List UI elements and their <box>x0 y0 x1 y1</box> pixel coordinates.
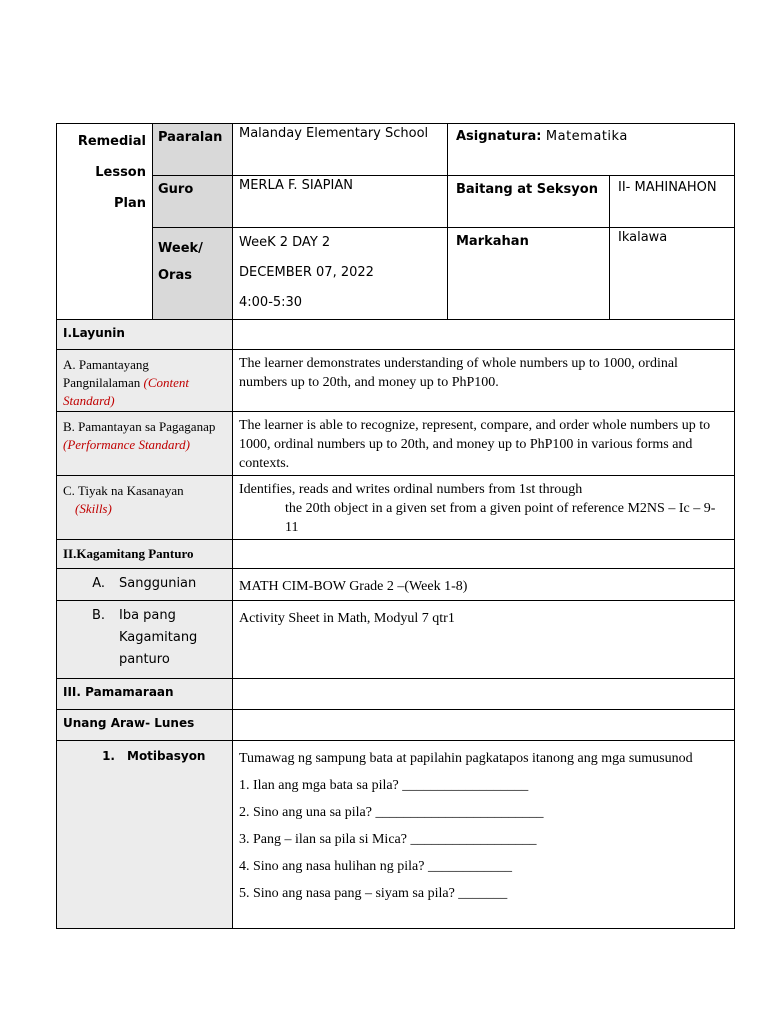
sanggunian-letter: A. <box>92 576 105 591</box>
day-heading-cell <box>57 710 233 741</box>
content-standard-text-cell <box>233 350 735 412</box>
sanggunian-label-cell <box>57 569 233 601</box>
title-line-2: Lesson <box>95 165 146 180</box>
title-line-1: Remedial <box>77 134 146 149</box>
baitang-value: II- MAHINAHON <box>618 180 717 195</box>
iba-pang-text: Activity Sheet in Math, Modyul 7 qtr1 <box>239 611 455 626</box>
sanggunian-text-cell <box>233 569 735 601</box>
day-heading: Unang Araw- Lunes <box>63 716 195 730</box>
asignatura-label: Asignatura: <box>456 129 542 144</box>
skills-label-en: (Skills) <box>75 501 112 516</box>
question-3: 3. Pang – ilan sa pila si Mica? __________________ <box>239 832 537 847</box>
layunin-empty-cell <box>233 320 735 350</box>
time-value: 4:00-5:30 <box>239 295 303 310</box>
week-label: Week/ <box>158 241 203 256</box>
oras-label: Oras <box>158 268 192 283</box>
sanggunian-label: Sanggunian <box>119 576 197 591</box>
content-standard-text: The learner demonstrates understanding of whole numbers up to 1000, ordinal numbers up to 20th, and money up to PhP100. <box>239 356 678 390</box>
question-5: 5. Sino ang nasa pang – siyam sa pila? _______ <box>239 886 508 901</box>
layunin-heading: I.Layunin <box>63 326 125 340</box>
kagamitan-empty-cell <box>233 540 735 569</box>
asignatura-cell <box>448 124 735 176</box>
skills-label-cell <box>57 476 233 540</box>
day-empty-cell <box>233 710 735 741</box>
week-value: WeeK 2 DAY 2 <box>239 235 331 250</box>
iba-pang-label-cell <box>57 601 233 679</box>
pamamaraan-empty-cell <box>233 679 735 710</box>
week-value-cell <box>233 228 448 320</box>
iba-pang-letter: B. <box>91 608 105 623</box>
motibasyon-intro: Tumawag ng sampung bata at papilahin pagkatapos itanong ang mga sumusunod <box>239 751 693 766</box>
motibasyon-number: 1. <box>102 749 115 763</box>
markahan-value-cell <box>610 228 735 320</box>
performance-standard-text-cell <box>233 412 735 476</box>
skills-text-line-2: the 20th object in a given set from a given point of reference M2NS – Ic – 9-11 <box>285 501 716 535</box>
guro-label-cell <box>153 176 233 228</box>
content-standard-label-cell <box>57 350 233 412</box>
iba-pang-text-cell <box>233 601 735 679</box>
title-cell <box>57 124 153 320</box>
performance-standard-label-cell <box>57 412 233 476</box>
motibasyon-label: Motibasyon <box>127 749 206 763</box>
sanggunian-text: MATH CIM-BOW Grade 2 –(Week 1-8) <box>239 579 468 594</box>
guro-label: Guro <box>158 182 194 197</box>
paaralan-value-cell <box>233 124 448 176</box>
skills-text-line-1: Identifies, reads and writes ordinal numbers from 1st through <box>239 482 583 497</box>
guro-value: MERLA F. SIAPIAN <box>239 178 353 193</box>
kagamitan-heading: II.Kagamitang Panturo <box>63 546 194 561</box>
baitang-label: Baitang at Seksyon <box>456 182 598 197</box>
layunin-heading-cell <box>57 320 233 350</box>
pamamaraan-heading-cell <box>57 679 233 710</box>
motibasyon-label-cell <box>57 741 233 929</box>
content-standard-label-en: (Content Standard) <box>63 375 190 408</box>
baitang-label-cell <box>448 176 610 228</box>
content-standard-label: A. Pamantayang Pangnilalaman <box>63 357 149 390</box>
skills-label: C. Tiyak na Kasanayan <box>63 483 184 498</box>
paaralan-label-cell <box>153 124 233 176</box>
asignatura-value: Matematika <box>545 129 628 144</box>
pamamaraan-heading: III. Pamamaraan <box>63 685 174 699</box>
paaralan-value: Malanday Elementary School <box>239 126 429 141</box>
skills-text-cell <box>233 476 735 540</box>
lesson-body-table <box>56 319 735 929</box>
week-label-cell <box>153 228 233 320</box>
performance-standard-label: B. Pamantayan sa Pagaganap <box>63 419 216 434</box>
markahan-value: Ikalawa <box>618 230 668 245</box>
title-line-3: Plan <box>113 196 146 211</box>
markahan-label-cell <box>448 228 610 320</box>
baitang-value-cell <box>610 176 735 228</box>
motibasyon-content-cell <box>233 741 735 929</box>
paaralan-label: Paaralan <box>158 130 223 145</box>
kagamitan-heading-cell <box>57 540 233 569</box>
question-1: 1. Ilan ang mga bata sa pila? __________________ <box>239 778 529 793</box>
question-4: 4. Sino ang nasa hulihan ng pila? ____________ <box>239 859 512 874</box>
performance-standard-label-en: (Performance Standard) <box>63 437 190 452</box>
performance-standard-text: The learner is able to recognize, represent, compare, and order whole numbers up to 1000, ordinal numbers up to 20th, and money up to PhP100 in various forms and contexts. <box>239 418 711 471</box>
question-2: 2. Sino ang una sa pila? ________________________ <box>239 805 544 820</box>
header-table <box>56 123 735 320</box>
markahan-label: Markahan <box>456 234 529 249</box>
iba-pang-label: Iba pang Kagamitang panturo <box>119 608 198 667</box>
guro-value-cell <box>233 176 448 228</box>
date-value: DECEMBER 07, 2022 <box>239 265 374 280</box>
